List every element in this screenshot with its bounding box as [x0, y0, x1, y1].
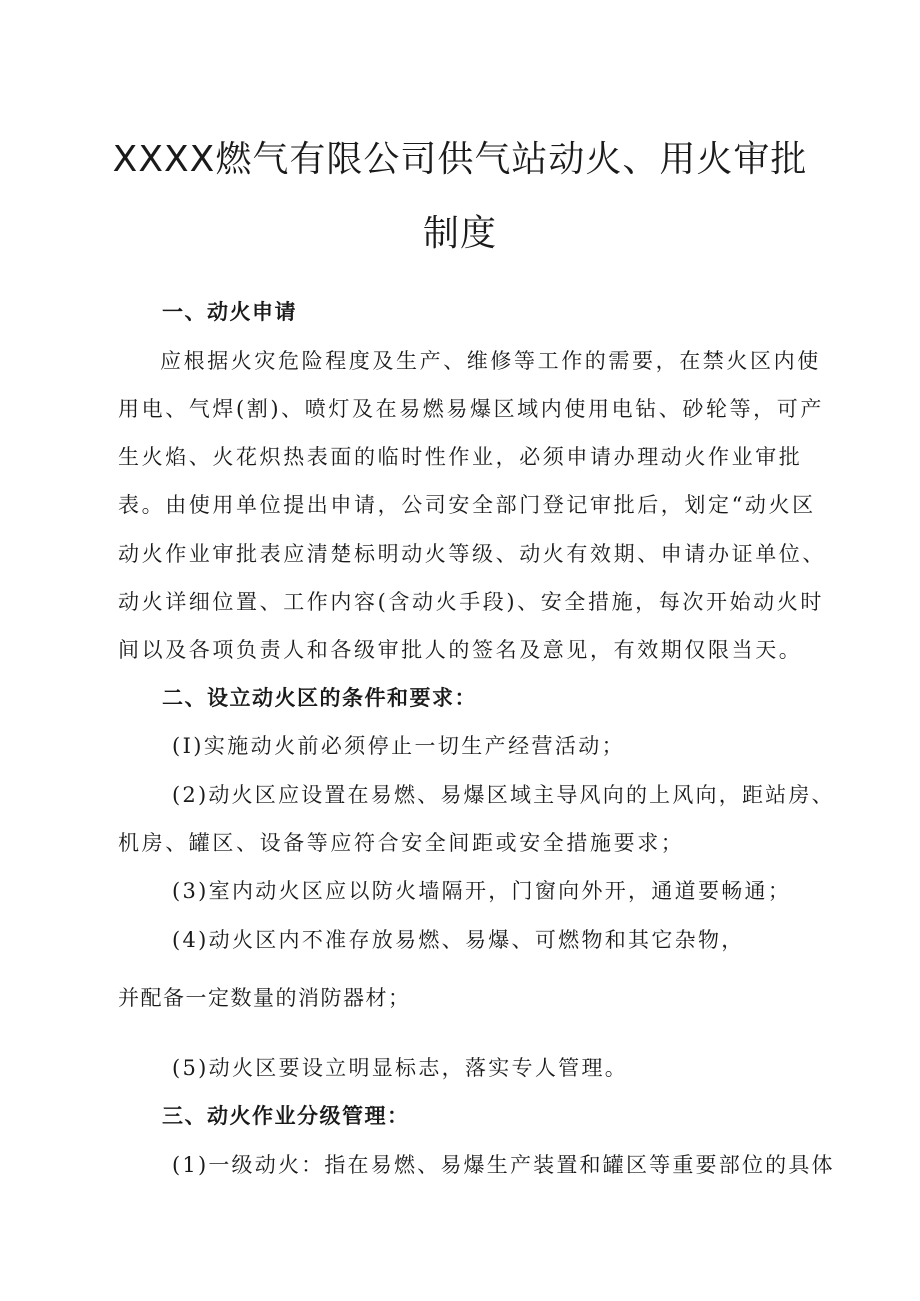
document-title-line-2: 制度 — [422, 213, 497, 254]
section-1-line-2: 用电、气焊(割)、喷灯及在易燃易爆区域内使用电钻、砂轮等，可产 — [118, 397, 824, 421]
section-2-line-3: 机房、罐区、设备等应符合安全间距或安全措施要求； — [118, 831, 685, 855]
section-2-line-5: (4)动火区内不准存放易燃、易爆、可燃物和其它杂物， — [172, 928, 745, 952]
section-3-line-1: (1)一级动火：指在易燃、易爆生产装置和罐区等重要部位的具体 — [172, 1153, 835, 1177]
section-2-line-2: (2)动火区应设置在易燃、易爆区域主导风向的上风向，距站房、 — [172, 783, 835, 807]
section-2-line-1: (I)实施动火前必须停止一切生产经营活动； — [172, 734, 626, 758]
section-3-heading: 三、动火作业分级管理： — [162, 1104, 410, 1128]
section-1-line-4: 表。由使用单位提出申请，公司安全部门登记审批后，划定“动火区 — [118, 493, 816, 517]
section-2-line-7: (5)动火区要设立明显标志，落实专人管理。 — [172, 1056, 629, 1080]
section-1-line-5: 动火作业审批表应清楚标明动火等级、动火有效期、申请办证单位、 — [118, 542, 826, 566]
section-2-line-6: 并配备一定数量的消防器材； — [118, 986, 411, 1010]
section-1-line-6: 动火详细位置、工作内容(含动火手段)、安全措施，每次开始动火时 — [118, 590, 824, 614]
document-title-line-1: XXXX燃气有限公司供气站动火、用火审批 — [112, 139, 808, 180]
section-1-heading: 一、动火申请 — [162, 300, 297, 324]
section-1-line-3: 生火焰、火花炽热表面的临时性作业，必须申请办理动火作业审批 — [118, 445, 803, 469]
section-2-heading: 二、设立动火区的条件和要求： — [162, 686, 477, 710]
section-1-line-7: 间以及各项负责人和各级审批人的签名及意见，有效期仅限当天。 — [118, 638, 803, 662]
section-2-line-4: (3)室内动火区应以防火墙隔开，门窗向外开，通道要畅通； — [172, 879, 792, 903]
section-1-line-1: 应根据火灾危险程度及生产、维修等工作的需要，在禁火区内使 — [160, 349, 821, 373]
